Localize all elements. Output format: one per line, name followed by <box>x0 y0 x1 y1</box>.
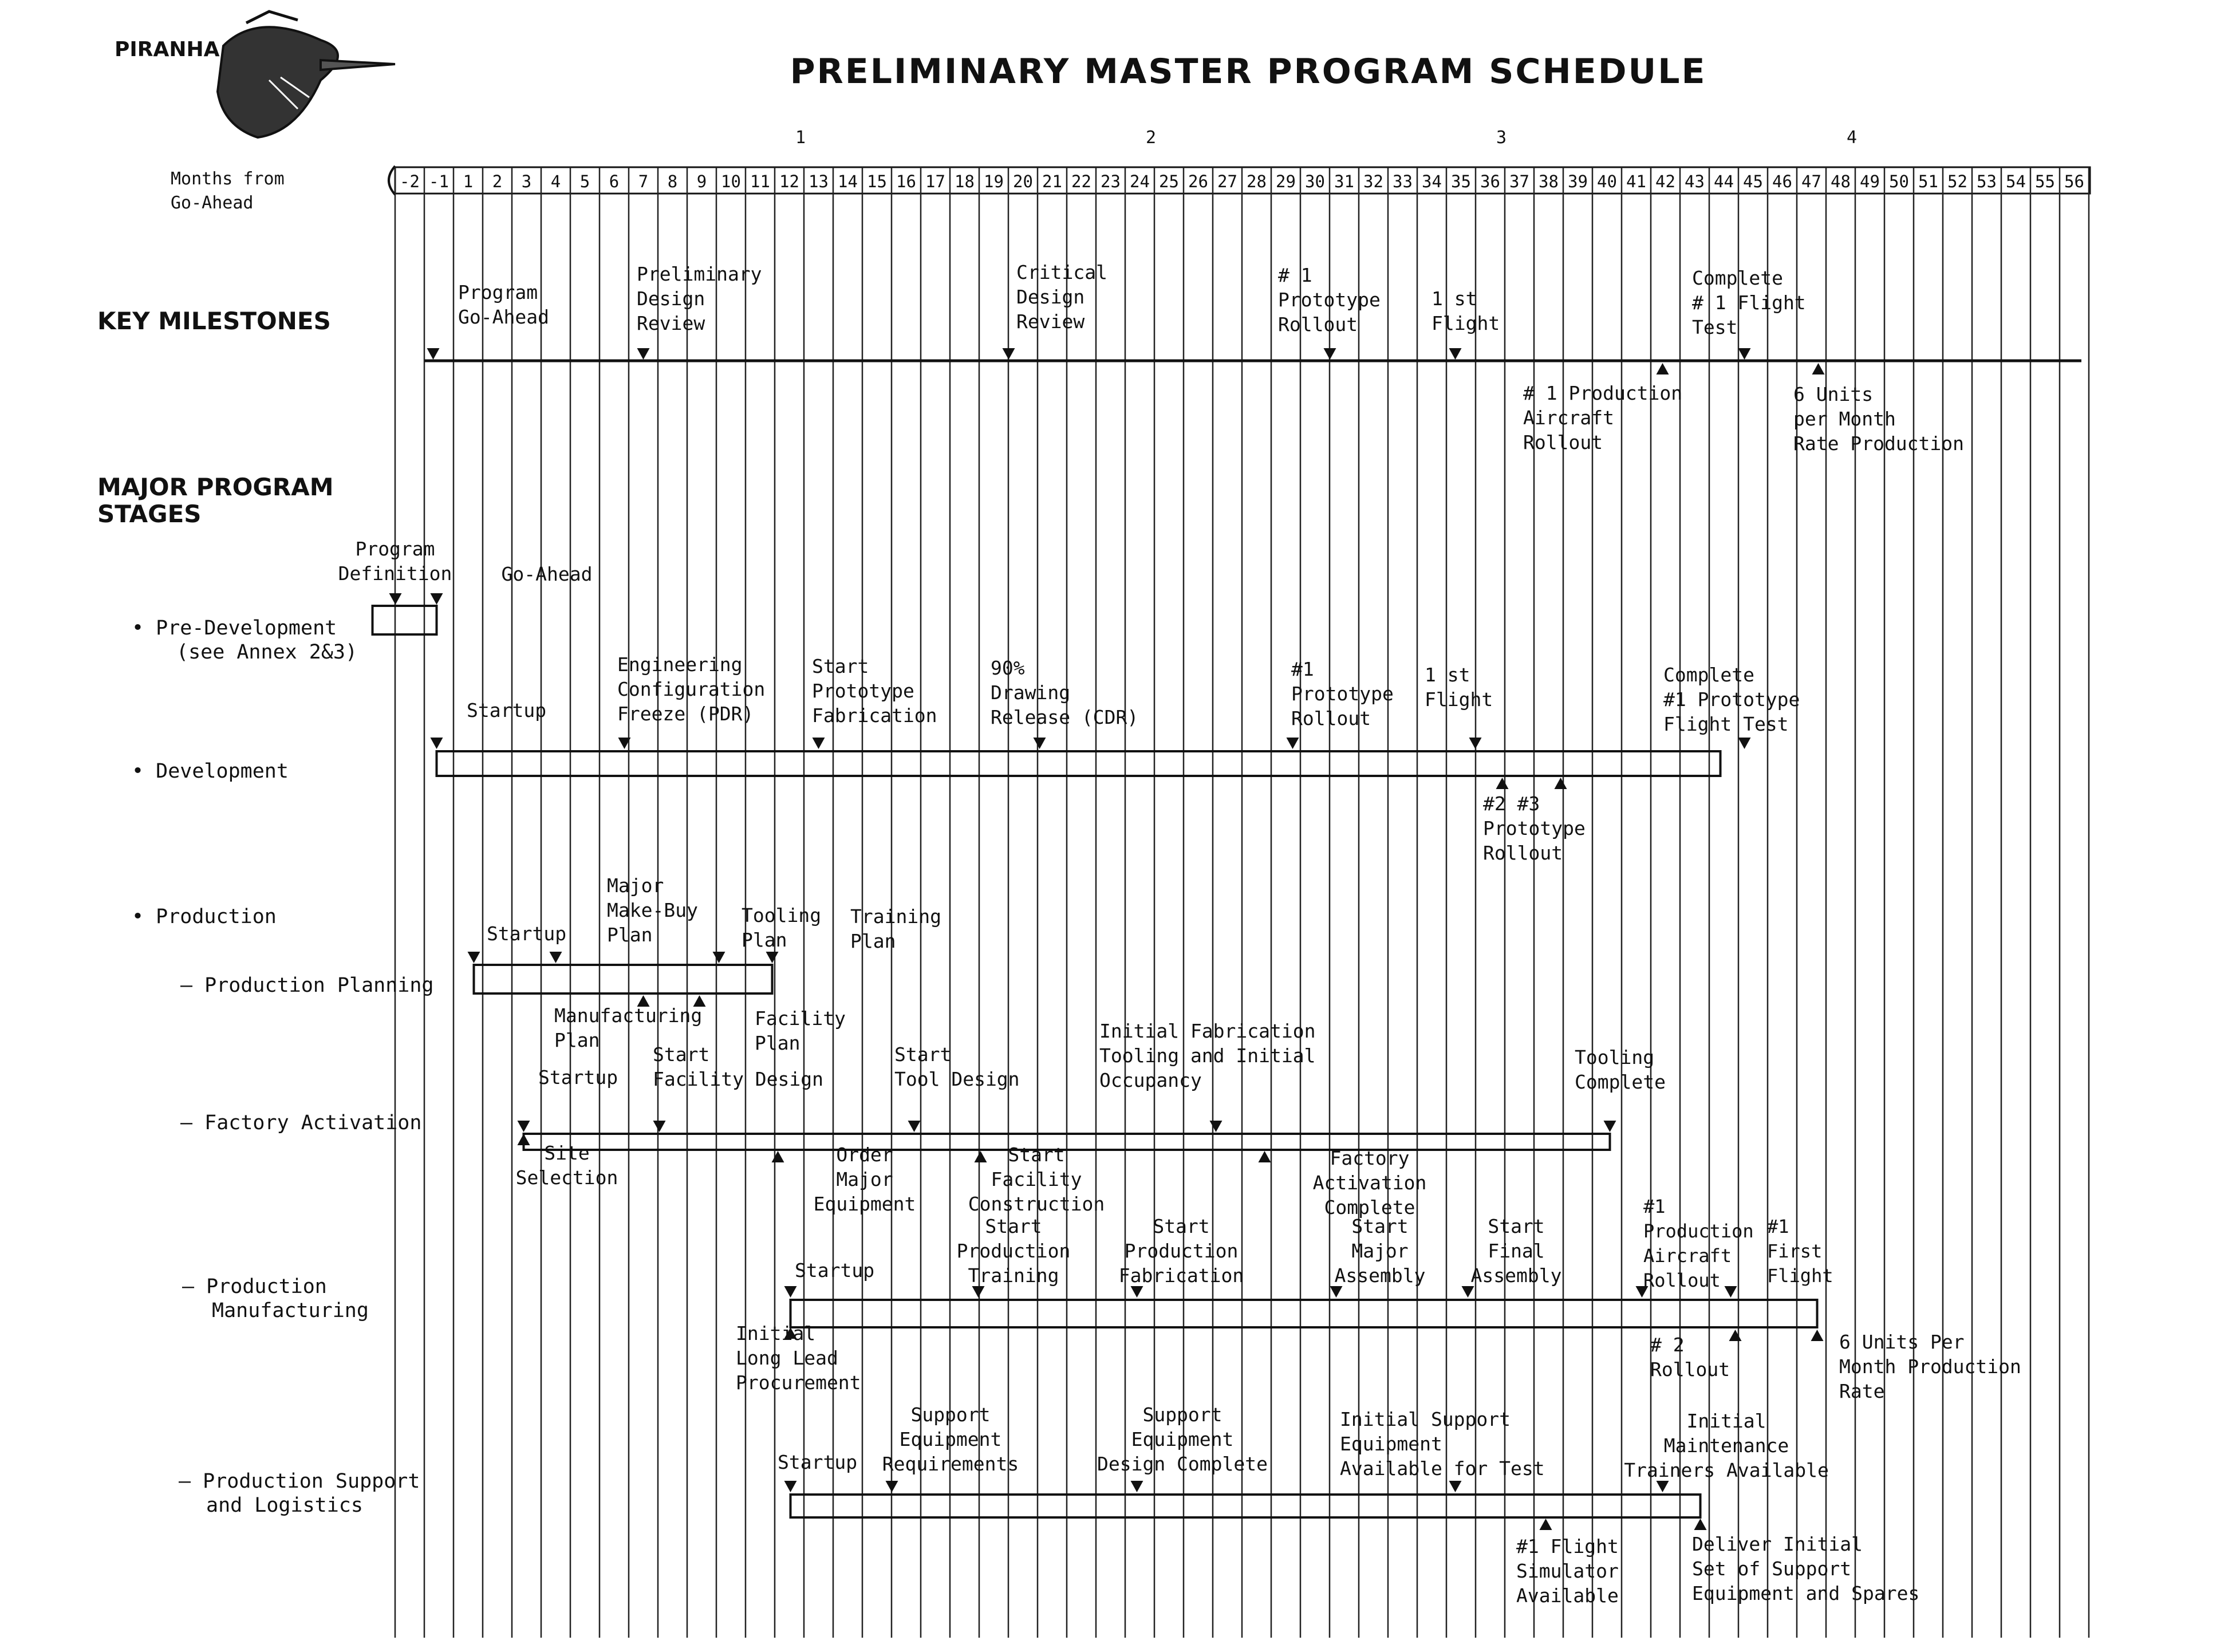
month-label: 56 <box>2064 172 2084 191</box>
label-line: Activation <box>1312 1172 1427 1194</box>
month-label: 53 <box>1977 172 1997 191</box>
label-line: Complete <box>1692 267 1783 289</box>
label-line: Flight <box>1431 312 1500 334</box>
label-line: Long Lead <box>736 1347 838 1369</box>
month-label: 33 <box>1393 172 1413 191</box>
pp-startup-label <box>487 922 566 945</box>
label-line: Start <box>1008 1144 1065 1166</box>
month-label: 1 <box>463 172 474 191</box>
label-line: Design <box>1016 286 1085 308</box>
label-line: Construction <box>968 1193 1105 1215</box>
label-line: 1 st <box>1425 664 1470 686</box>
month-label: 34 <box>1422 172 1442 191</box>
label-line: Aircraft <box>1523 407 1614 429</box>
production-manufacturing-label-2: Manufacturing <box>212 1299 369 1322</box>
label-line: Startup <box>778 1451 858 1473</box>
label-line: Prototype <box>1278 289 1381 311</box>
label-line: #1 Flight <box>1516 1535 1619 1558</box>
label-line: Flight Test <box>1663 713 1789 735</box>
pd-goahead-label <box>502 563 593 585</box>
fa-startup-label <box>538 1066 618 1089</box>
label-line: Final <box>1488 1240 1545 1262</box>
year-mark: 2 <box>1145 128 1157 148</box>
label-line: Production <box>956 1240 1071 1262</box>
month-label: 54 <box>2006 172 2026 191</box>
ps-startup-label <box>778 1451 857 1473</box>
label-line: Equipment <box>813 1193 916 1215</box>
label-line: Make-Buy <box>607 899 698 921</box>
month-label: 39 <box>1568 172 1588 191</box>
label-line: Complete <box>1575 1071 1666 1093</box>
label-line: Factory <box>1330 1147 1410 1169</box>
month-label: 45 <box>1743 172 1763 191</box>
label-line: Start <box>653 1043 710 1066</box>
label-line: Start <box>1153 1215 1210 1237</box>
month-label: 30 <box>1305 172 1325 191</box>
month-label: 38 <box>1539 172 1559 191</box>
month-label: 31 <box>1334 172 1354 191</box>
label-line: Go-Ahead <box>458 306 549 328</box>
label-line: Program <box>355 538 435 560</box>
month-label: 32 <box>1363 172 1383 191</box>
label-line: Facility Design <box>653 1068 824 1090</box>
month-label: 47 <box>1801 172 1821 191</box>
month-label: 29 <box>1276 172 1296 191</box>
production-planning-label: – Production Planning <box>180 974 434 997</box>
label-line: # 2 <box>1650 1334 1685 1356</box>
year-mark: 4 <box>1846 128 1858 148</box>
month-label: 18 <box>955 172 975 191</box>
month-label: 14 <box>838 172 858 191</box>
label-line: Facility <box>755 1007 846 1030</box>
label-line: Initial Support <box>1340 1408 1511 1430</box>
label-line: Tooling <box>1575 1046 1655 1069</box>
label-line: Startup <box>795 1259 875 1282</box>
month-label: 49 <box>1860 172 1880 191</box>
month-label: -1 <box>429 172 449 191</box>
month-label: 10 <box>721 172 741 191</box>
month-label: 48 <box>1831 172 1851 191</box>
production-support-label-1: – Production Support <box>179 1470 420 1493</box>
month-label: 13 <box>809 172 829 191</box>
page-title: PRELIMINARY MASTER PROGRAM SCHEDULE <box>790 52 1707 92</box>
month-label: 2 <box>492 172 503 191</box>
label-line: 6 Units Per <box>1839 1331 1965 1353</box>
label-line: Freeze (PDR) <box>617 703 754 725</box>
label-line: #1 Prototype <box>1663 688 1800 711</box>
label-line: Deliver Initial <box>1692 1533 1863 1555</box>
label-line: Support <box>1142 1403 1222 1426</box>
month-label: 27 <box>1217 172 1237 191</box>
label-line: Review <box>1016 310 1085 333</box>
label-line: Release (CDR) <box>991 706 1139 728</box>
month-label: 17 <box>925 172 945 191</box>
month-label: 26 <box>1188 172 1208 191</box>
label-line: Startup <box>538 1066 618 1089</box>
month-label: 7 <box>638 172 649 191</box>
label-line: Production <box>1124 1240 1239 1262</box>
label-line: Major <box>1351 1240 1409 1262</box>
dev-startup-label <box>467 699 546 721</box>
label-line: Equipment <box>899 1428 1002 1450</box>
month-label: 24 <box>1130 172 1150 191</box>
label-line: Start <box>812 655 869 677</box>
month-label: 12 <box>779 172 799 191</box>
month-label: 44 <box>1714 172 1734 191</box>
label-line: Prototype <box>812 680 914 702</box>
month-label: 52 <box>1947 172 1967 191</box>
label-line: Initial <box>736 1322 816 1345</box>
month-label: 23 <box>1101 172 1121 191</box>
month-label: 19 <box>984 172 1004 191</box>
label-line: 6 Units <box>1793 383 1874 405</box>
month-label: 37 <box>1509 172 1529 191</box>
fa-activation-complete-label <box>1313 1147 1427 1219</box>
label-line: Flight <box>1767 1265 1833 1287</box>
label-line: Training <box>968 1264 1059 1287</box>
label-line: Critical <box>1016 261 1107 283</box>
label-line: Start <box>1351 1215 1409 1237</box>
label-line: Plan <box>554 1029 600 1051</box>
label-line: Start <box>894 1043 952 1066</box>
label-line: Simulator <box>1516 1560 1619 1582</box>
label-line: Support <box>910 1403 991 1426</box>
ps-flight-simulator-label <box>1516 1535 1619 1607</box>
label-line: Initial Fabrication <box>1099 1020 1316 1042</box>
month-label: 35 <box>1451 172 1471 191</box>
month-label: 6 <box>609 172 620 191</box>
label-line: Preliminary <box>637 263 762 285</box>
year-mark: 1 <box>795 128 806 148</box>
label-line: Set of Support <box>1692 1558 1852 1580</box>
label-line: Go-Ahead <box>501 563 593 585</box>
label-line: Tool Design <box>894 1068 1020 1090</box>
month-label: 22 <box>1071 172 1091 191</box>
month-label: 5 <box>579 172 590 191</box>
major-stages-heading-line-2: STAGES <box>97 500 202 528</box>
month-label: 42 <box>1655 172 1675 191</box>
pre-development-annex: (see Annex 2&3) <box>176 641 358 664</box>
label-line: Manufacturing <box>554 1004 703 1027</box>
factory-activation-label: – Factory Activation <box>180 1111 422 1134</box>
month-label: 3 <box>521 172 532 191</box>
label-line: #1 <box>1643 1196 1666 1217</box>
label-line: Requirements <box>882 1453 1019 1475</box>
label-line: Facility <box>991 1168 1082 1190</box>
label-line: # 1 Flight <box>1692 291 1806 314</box>
month-label: 8 <box>667 172 678 191</box>
label-line: Production <box>1643 1220 1754 1242</box>
label-line: Complete <box>1324 1196 1415 1219</box>
production-support-label-2: and Logistics <box>206 1494 363 1517</box>
month-label: 50 <box>1889 172 1909 191</box>
major-stages-heading-line-1: MAJOR PROGRAM <box>97 473 334 501</box>
label-line: #1 <box>1291 658 1314 680</box>
production-manufacturing-label-1: – Production <box>182 1275 327 1298</box>
label-line: Fabrication <box>1118 1264 1244 1287</box>
label-line: Rollout <box>1483 842 1563 864</box>
label-line: Design Complete <box>1097 1453 1268 1475</box>
label-line: Plan <box>742 929 787 951</box>
label-line: Tooling and Initial <box>1099 1044 1316 1067</box>
month-label: 16 <box>896 172 916 191</box>
logo-text: PIRANHA <box>115 38 220 61</box>
label-line: Startup <box>487 922 567 945</box>
label-line: Rate Production <box>1793 432 1965 455</box>
label-line: Site <box>544 1142 590 1164</box>
label-line: Equipment <box>1340 1433 1442 1455</box>
key-milestones-heading: KEY MILESTONES <box>97 307 331 335</box>
label-line: 1 st <box>1431 287 1477 310</box>
label-line: Rollout <box>1643 1269 1721 1291</box>
label-line: Startup <box>467 699 547 721</box>
production-label: • Production <box>132 905 277 928</box>
label-line: Rollout <box>1291 707 1371 730</box>
label-line: Order <box>836 1144 893 1166</box>
month-label: 51 <box>1918 172 1938 191</box>
month-label: 43 <box>1685 172 1705 191</box>
label-line: Review <box>637 312 705 334</box>
label-line: Prototype <box>1291 683 1394 705</box>
label-line: Program <box>458 281 538 303</box>
axis-label-line-2: Go-Ahead <box>171 193 254 213</box>
month-label: 4 <box>550 172 561 191</box>
month-label: 20 <box>1013 172 1033 191</box>
month-label: 46 <box>1772 172 1792 191</box>
label-line: Initial <box>1686 1410 1766 1432</box>
label-line: Engineering <box>617 653 743 676</box>
month-label: 11 <box>750 172 770 191</box>
label-line: Start <box>1488 1215 1545 1237</box>
month-label: 55 <box>2035 172 2055 191</box>
month-label: 9 <box>696 172 707 191</box>
label-line: # 1 <box>1278 264 1312 286</box>
label-line: Rollout <box>1650 1358 1730 1381</box>
label-line: Major <box>836 1168 893 1190</box>
label-line: Training <box>850 905 941 928</box>
label-line: #2 #3 <box>1483 793 1540 815</box>
month-label: 15 <box>867 172 887 191</box>
year-mark: 3 <box>1496 128 1507 148</box>
label-line: Test <box>1692 316 1738 338</box>
label-line: Assembly <box>1334 1264 1426 1287</box>
label-line: Flight <box>1425 688 1493 711</box>
label-line: Equipment <box>1131 1428 1234 1450</box>
label-line: Plan <box>850 930 896 952</box>
label-line: Available <box>1516 1584 1619 1607</box>
label-line: 90% <box>991 657 1025 679</box>
development-label: • Development <box>132 760 289 783</box>
label-line: Tooling <box>742 904 822 926</box>
label-line: Complete <box>1663 664 1754 686</box>
label-line: Month Production <box>1839 1355 2021 1378</box>
label-line: First <box>1767 1240 1823 1262</box>
label-line: Rollout <box>1278 313 1358 336</box>
pre-development-label: • Pre-Development <box>132 617 337 640</box>
month-label: 41 <box>1626 172 1646 191</box>
month-label: 25 <box>1159 172 1179 191</box>
label-line: Maintenance <box>1663 1434 1789 1457</box>
label-line: #1 <box>1767 1216 1789 1237</box>
label-line: Trainers Available <box>1624 1459 1829 1481</box>
label-line: per Month <box>1793 408 1896 430</box>
label-line: Plan <box>607 924 653 946</box>
label-line: Plan <box>755 1032 800 1054</box>
axis-label-line-1: Months from <box>171 169 285 189</box>
label-line: Assembly <box>1470 1264 1562 1287</box>
month-label: 40 <box>1597 172 1617 191</box>
label-line: # 1 Production <box>1523 382 1683 404</box>
month-label: 36 <box>1480 172 1500 191</box>
label-line: Rate <box>1839 1380 1885 1402</box>
label-line: Occupancy <box>1099 1069 1202 1091</box>
label-line: Aircraft <box>1643 1245 1732 1267</box>
pm-startup-label <box>795 1259 874 1282</box>
label-line: Configuration <box>617 678 766 700</box>
label-line: Rollout <box>1523 431 1603 454</box>
month-label: -2 <box>400 172 420 191</box>
label-line: Fabrication <box>812 704 937 727</box>
month-label: 28 <box>1247 172 1267 191</box>
label-line: Available for Test <box>1340 1457 1545 1480</box>
label-line: Start <box>985 1215 1042 1237</box>
label-line: Design <box>637 287 705 310</box>
label-line: Definition <box>338 562 452 585</box>
label-line: Selection <box>515 1166 618 1189</box>
label-line: Major <box>607 874 664 897</box>
label-line: Procurement <box>736 1371 861 1394</box>
month-label: 21 <box>1042 172 1062 191</box>
label-line: Drawing <box>991 681 1071 704</box>
label-line: Equipment and Spares <box>1692 1582 1920 1604</box>
label-line: Prototype <box>1483 817 1586 839</box>
